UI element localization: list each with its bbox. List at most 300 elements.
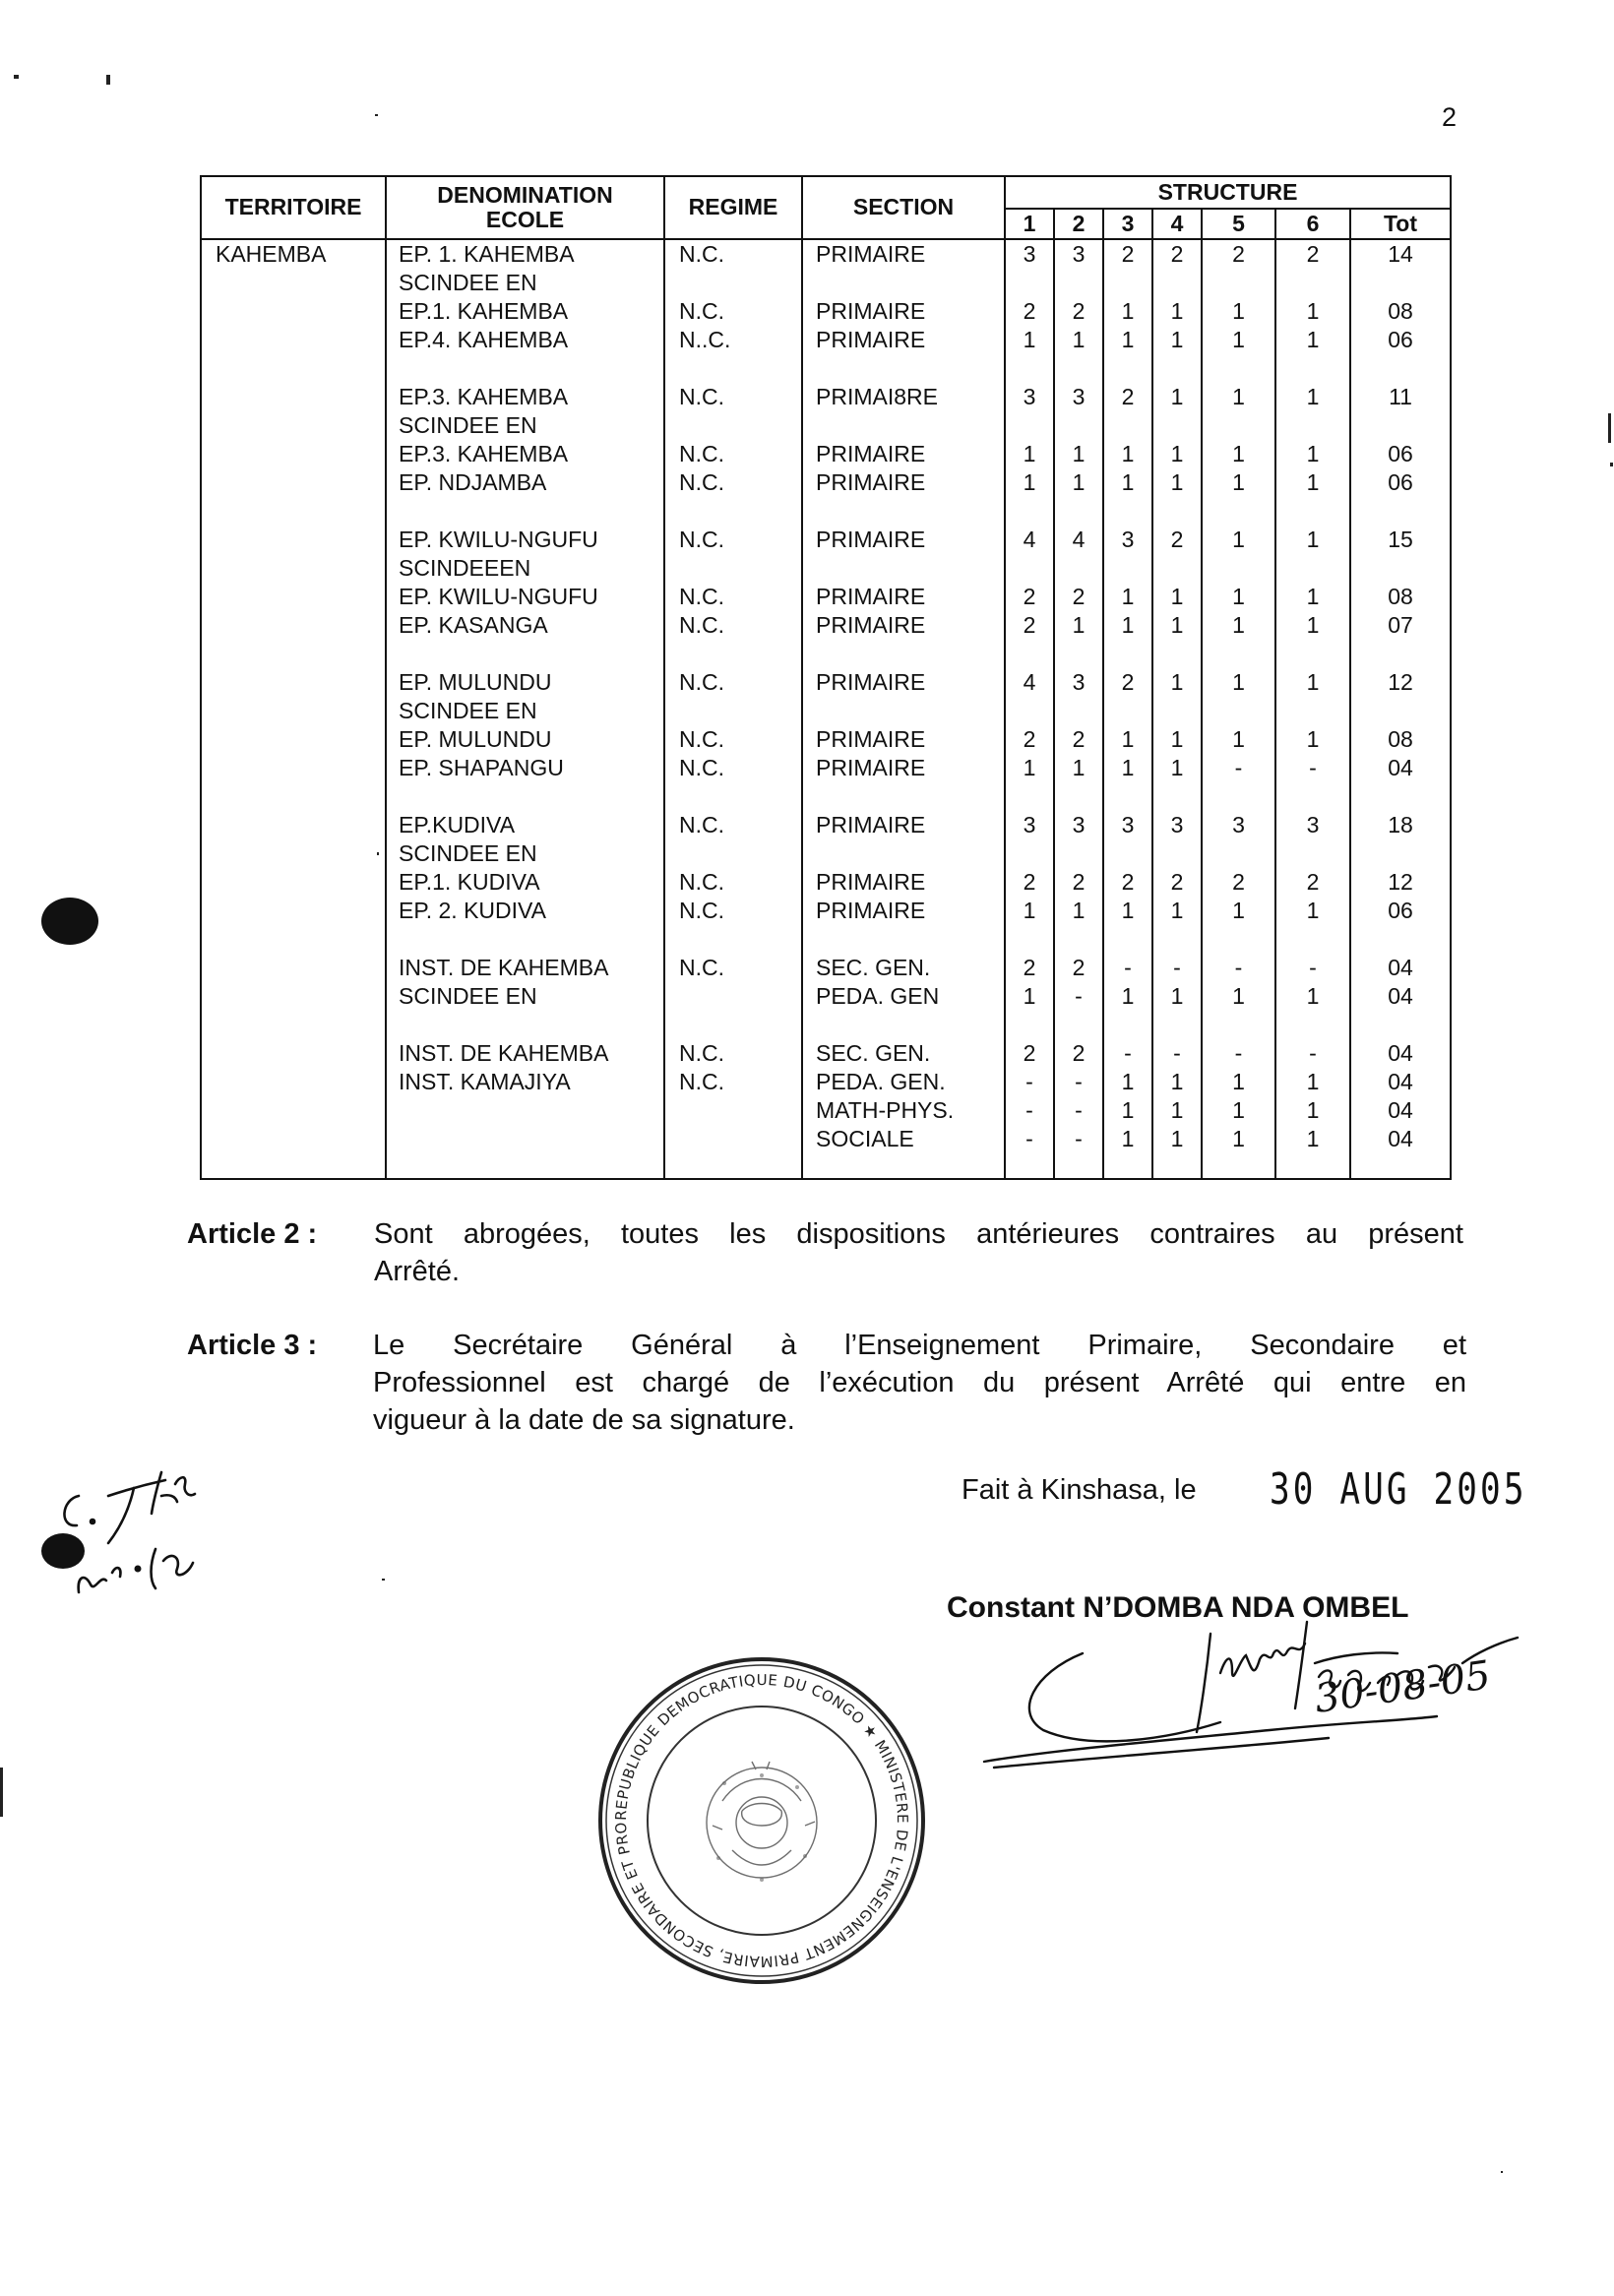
cell-v6	[1276, 269, 1349, 297]
cell-tot: 07	[1388, 612, 1413, 638]
row-spacer	[1153, 782, 1201, 811]
cell-name: EP.3. KAHEMBA	[399, 384, 569, 409]
cell-tot	[1351, 554, 1450, 583]
cell-tot: 04	[1388, 955, 1413, 980]
cell-section: PRIMAIRE	[816, 298, 926, 324]
cell-v1: 2	[1023, 298, 1036, 324]
cell-v4: 2	[1170, 527, 1184, 552]
cell-regime	[665, 1125, 801, 1153]
row-spacer	[387, 640, 663, 668]
row-spacer	[803, 640, 1004, 668]
school-structure-table	[200, 175, 1450, 1176]
cell-v2: 2	[1072, 869, 1086, 895]
cell-v4: 1	[1170, 1069, 1184, 1094]
row-spacer	[1006, 925, 1053, 954]
cell-v4: 1	[1170, 469, 1184, 495]
cell-tot: 06	[1388, 898, 1413, 923]
cell-v3: 1	[1121, 584, 1135, 609]
row-spacer	[1104, 1011, 1151, 1039]
cell-tot	[1351, 411, 1450, 440]
cell-v3: 2	[1121, 669, 1135, 695]
cell-v3: 3	[1121, 812, 1135, 838]
row-spacer	[1203, 925, 1274, 954]
cell-tot: 04	[1388, 1097, 1413, 1123]
row-spacer	[1351, 354, 1450, 383]
cell-tot: 06	[1388, 469, 1413, 495]
cell-tot: 04	[1388, 755, 1413, 780]
cell-regime	[665, 697, 801, 725]
cell-v2: 1	[1072, 441, 1086, 466]
cell-section: PRIMAIRE	[816, 898, 926, 923]
cell-v2: 3	[1072, 812, 1086, 838]
cell-v1: 2	[1023, 869, 1036, 895]
cell-v2	[1055, 839, 1102, 868]
row-spacer	[1203, 354, 1274, 383]
cell-v6: 1	[1306, 1097, 1320, 1123]
cell-section: PRIMAIRE	[816, 612, 926, 638]
cell-v1	[1006, 697, 1053, 725]
cell-v6: 1	[1306, 584, 1320, 609]
cell-v4: -	[1173, 1040, 1181, 1066]
cell-v4: 1	[1170, 327, 1184, 352]
cell-regime: N.C.	[679, 869, 724, 895]
cell-v2: 1	[1072, 898, 1086, 923]
cell-v3	[1104, 411, 1151, 440]
row-spacer	[387, 354, 663, 383]
cell-section: PRIMAIRE	[816, 327, 926, 352]
cell-v5: 1	[1232, 441, 1245, 466]
cell-name	[387, 1096, 663, 1125]
cell-v3: 1	[1121, 983, 1135, 1009]
row-spacer	[803, 497, 1004, 526]
cell-v2: 1	[1072, 755, 1086, 780]
cell-v1	[1006, 269, 1053, 297]
cell-v4: 1	[1170, 584, 1184, 609]
header-level-3: 3	[1103, 209, 1152, 239]
cell-tot: 14	[1388, 241, 1413, 267]
cell-regime: N.C.	[679, 612, 724, 638]
header-structure: STRUCTURE	[1005, 176, 1451, 209]
row-spacer	[1351, 782, 1450, 811]
cell-v1: 2	[1023, 955, 1036, 980]
cell-v4: -	[1173, 955, 1181, 980]
cell-v2: 2	[1072, 955, 1086, 980]
cell-v2: 1	[1072, 327, 1086, 352]
seal-text: REPUBLIQUE DEMOCRATIQUE DU CONGO ★ MINISTERE DE L'ENSEIGNEMENT PRIMAIRE, SECONDAIRE ET PROFESSIONNEL	[588, 1640, 912, 1971]
row-spacer	[1055, 925, 1102, 954]
row-spacer	[1055, 1011, 1102, 1039]
cell-v2	[1055, 411, 1102, 440]
row-spacer	[1203, 1011, 1274, 1039]
cell-v4: 1	[1170, 669, 1184, 695]
cell-v3: -	[1124, 1040, 1132, 1066]
cell-v1: 2	[1023, 726, 1036, 752]
cell-section	[803, 697, 1004, 725]
cell-v5: -	[1234, 1040, 1243, 1066]
cell-regime	[665, 554, 801, 583]
header-level-4: 4	[1152, 209, 1202, 239]
header-denomination: DENOMINATION ECOLE	[386, 176, 664, 239]
cell-v5: 1	[1232, 384, 1245, 409]
cell-v6: 1	[1306, 612, 1320, 638]
cell-v1: 1	[1023, 327, 1036, 352]
cell-regime: N.C.	[679, 469, 724, 495]
article-2-line: Sont abrogées, toutes les dispositions antérieures contraires au présent	[374, 1218, 1463, 1250]
cell-v5: 2	[1232, 869, 1245, 895]
row-spacer	[1153, 925, 1201, 954]
cell-v3: 2	[1121, 869, 1135, 895]
cell-v3: 1	[1121, 1097, 1135, 1123]
row-spacer	[1203, 497, 1274, 526]
cell-name: INST. DE KAHEMBA	[399, 955, 609, 980]
cell-v6	[1276, 554, 1349, 583]
cell-v3: -	[1124, 955, 1132, 980]
cell-v3: 3	[1121, 527, 1135, 552]
cell-v1: 2	[1023, 584, 1036, 609]
cell-v6: -	[1309, 755, 1317, 780]
cell-v1: 2	[1023, 1040, 1036, 1066]
cell-section: PRIMAIRE	[816, 669, 926, 695]
header-level-6: 6	[1275, 209, 1350, 239]
row-spacer	[1153, 354, 1201, 383]
row-spacer	[1153, 640, 1201, 668]
cell-tot: 04	[1388, 1040, 1413, 1066]
row-spacer	[387, 925, 663, 954]
cell-v4: 1	[1170, 612, 1184, 638]
cell-v2: 2	[1072, 1040, 1086, 1066]
cell-v2: -	[1075, 1069, 1083, 1094]
cell-v5: 1	[1232, 669, 1245, 695]
cell-section: PRIMAIRE	[816, 241, 926, 267]
cell-v2: 3	[1072, 384, 1086, 409]
cell-tot: 04	[1388, 983, 1413, 1009]
cell-v6: 1	[1306, 441, 1320, 466]
cell-v6: -	[1309, 1040, 1317, 1066]
cell-v5: 2	[1232, 241, 1245, 267]
cell-section: PRIMAIRE	[816, 469, 926, 495]
cell-name: EP. KWILU-NGUFU	[399, 584, 598, 609]
cell-v2	[1055, 269, 1102, 297]
cell-v6: 1	[1306, 983, 1320, 1009]
cell-v6: 1	[1306, 898, 1320, 923]
cell-v5: 1	[1232, 584, 1245, 609]
cell-tot: 11	[1389, 384, 1412, 409]
cell-v4	[1153, 839, 1201, 868]
cell-name: EP. 1. KAHEMBA	[399, 241, 575, 267]
cell-section: PRIMAIRE	[816, 812, 926, 838]
cell-v6	[1276, 697, 1349, 725]
row-spacer	[665, 640, 801, 668]
cell-regime	[665, 982, 801, 1011]
cell-v6: 2	[1306, 869, 1320, 895]
row-spacer	[803, 1011, 1004, 1039]
cell-name: EP.1. KAHEMBA	[399, 298, 569, 324]
row-spacer	[1055, 354, 1102, 383]
cell-section: PRIMAI8RE	[816, 384, 938, 409]
cell-regime: N.C.	[679, 441, 724, 466]
cell-name: EP. MULUNDU	[399, 726, 552, 752]
row-spacer	[1276, 497, 1349, 526]
cell-v2: 2	[1072, 726, 1086, 752]
article-2-text	[374, 1215, 1614, 1290]
cell-v4: 1	[1170, 983, 1184, 1009]
cell-section: SOCIALE	[816, 1126, 914, 1151]
cell-regime: N.C.	[679, 812, 724, 838]
cell-v3	[1104, 839, 1151, 868]
cell-section: PRIMAIRE	[816, 726, 926, 752]
cell-v1: 4	[1023, 527, 1036, 552]
cell-v6: 1	[1306, 527, 1320, 552]
cell-section: PRIMAIRE	[816, 441, 926, 466]
cell-v3: 2	[1121, 384, 1135, 409]
cell-section: SEC. GEN.	[816, 1040, 931, 1066]
cell-name: SCINDEE EN	[399, 840, 537, 866]
header-section: SECTION	[802, 176, 1005, 239]
row-spacer	[803, 925, 1004, 954]
cell-v5: 1	[1232, 612, 1245, 638]
cell-section	[803, 839, 1004, 868]
cell-v6: 1	[1306, 469, 1320, 495]
article-3-text	[373, 1327, 1614, 1439]
cell-v5	[1203, 269, 1274, 297]
page-number: 2	[1442, 102, 1458, 132]
cell-v6: 1	[1306, 298, 1320, 324]
row-spacer	[665, 497, 801, 526]
cell-regime: N.C.	[679, 726, 724, 752]
cell-v3: 1	[1121, 726, 1135, 752]
row-spacer	[1153, 1011, 1201, 1039]
cell-v1	[1006, 839, 1053, 868]
cell-v5	[1203, 697, 1274, 725]
cell-regime: N.C.	[679, 241, 724, 267]
cell-name: EP.4. KAHEMBA	[399, 327, 569, 352]
cell-v5: 1	[1232, 1126, 1245, 1151]
row-spacer	[1104, 354, 1151, 383]
row-spacer	[387, 497, 663, 526]
cell-v5: 1	[1232, 527, 1245, 552]
cell-section: PEDA. GEN	[816, 983, 940, 1009]
cell-v1: -	[1025, 1097, 1033, 1123]
row-spacer	[1276, 354, 1349, 383]
cell-v1: -	[1025, 1069, 1033, 1094]
header-level-5: 5	[1202, 209, 1275, 239]
cell-v4	[1153, 697, 1201, 725]
cell-tot: 06	[1388, 327, 1413, 352]
cell-v1: 3	[1023, 241, 1036, 267]
cell-regime: N.C.	[679, 669, 724, 695]
cell-v3: 1	[1121, 469, 1135, 495]
cell-name: EP.1. KUDIVA	[399, 869, 540, 895]
cell-v5: 1	[1232, 1097, 1245, 1123]
header-regime: REGIME	[664, 176, 802, 239]
cell-v4: 1	[1170, 898, 1184, 923]
cell-name: EP. NDJAMBA	[399, 469, 547, 495]
cell-v4: 2	[1170, 241, 1184, 267]
row-spacer	[1006, 497, 1053, 526]
cell-regime: N.C.	[679, 1040, 724, 1066]
cell-name: EP.3. KAHEMBA	[399, 441, 569, 466]
header-territoire: TERRITOIRE	[201, 176, 386, 239]
cell-name	[387, 1125, 663, 1153]
row-spacer	[1276, 782, 1349, 811]
cell-v3: 1	[1121, 441, 1135, 466]
cell-v3	[1104, 697, 1151, 725]
article-3-line: Le Secrétaire Général à l’Enseignement Primaire, Secondaire et	[373, 1330, 1466, 1361]
row-spacer	[1104, 640, 1151, 668]
cell-name: INST. KAMAJIYA	[399, 1069, 571, 1094]
row-spacer	[1276, 640, 1349, 668]
cell-section: SEC. GEN.	[816, 955, 931, 980]
row-spacer	[1055, 497, 1102, 526]
cell-name: EP. KASANGA	[399, 612, 548, 638]
cell-v6	[1276, 839, 1349, 868]
cell-regime	[665, 1096, 801, 1125]
cell-regime: N.C.	[679, 527, 724, 552]
row-spacer	[1351, 497, 1450, 526]
row-spacer	[665, 354, 801, 383]
handwritten-date-text: 30-08-05	[1311, 1652, 1494, 1722]
row-spacer	[1006, 640, 1053, 668]
cell-name: EP. MULUNDU	[399, 669, 552, 695]
cell-v2	[1055, 697, 1102, 725]
cell-v1: 2	[1023, 612, 1036, 638]
cell-v2: 2	[1072, 298, 1086, 324]
cell-v2: 1	[1072, 612, 1086, 638]
header-level-2: 2	[1054, 209, 1103, 239]
official-seal	[588, 1640, 929, 1988]
article-2-label: Article 2 :	[187, 1218, 318, 1250]
handwritten-date	[1311, 1652, 1514, 1732]
signatory-name: Constant N’DOMBA NDA OMBEL	[947, 1591, 1409, 1624]
cell-section	[803, 411, 1004, 440]
cell-v2: 3	[1072, 241, 1086, 267]
cell-v3	[1104, 269, 1151, 297]
cell-v5: 1	[1232, 327, 1245, 352]
row-spacer	[1104, 925, 1151, 954]
cell-section: PRIMAIRE	[816, 755, 926, 780]
cell-v1: -	[1025, 1126, 1033, 1151]
cell-v5: -	[1234, 955, 1243, 980]
cell-regime	[665, 411, 801, 440]
cell-name: SCINDEE EN	[399, 983, 537, 1009]
cell-tot: 04	[1388, 1126, 1413, 1151]
cell-v5	[1203, 554, 1274, 583]
territoire-cell: KAHEMBA	[216, 241, 327, 267]
cell-v2: 2	[1072, 584, 1086, 609]
cell-v4	[1153, 269, 1201, 297]
cell-section: PRIMAIRE	[816, 584, 926, 609]
cell-v4: 1	[1170, 384, 1184, 409]
cell-tot: 06	[1388, 441, 1413, 466]
row-spacer	[1104, 782, 1151, 811]
cell-v5	[1203, 839, 1274, 868]
row-spacer	[1006, 354, 1053, 383]
cell-v2: 4	[1072, 527, 1086, 552]
article-3-label: Article 3 :	[187, 1330, 318, 1361]
cell-v4: 1	[1170, 1097, 1184, 1123]
row-spacer	[1153, 497, 1201, 526]
cell-regime: N.C.	[679, 955, 724, 980]
cell-regime: N..C.	[679, 327, 731, 352]
cell-v5: -	[1234, 755, 1243, 780]
row-spacer	[1104, 497, 1151, 526]
cell-name: SCINDEE EN	[399, 270, 537, 295]
row-spacer	[1203, 640, 1274, 668]
cell-v3: 1	[1121, 898, 1135, 923]
cell-v1: 1	[1023, 469, 1036, 495]
row-spacer	[1351, 925, 1450, 954]
cell-v3	[1104, 554, 1151, 583]
cell-v1	[1006, 554, 1053, 583]
cell-v6: 1	[1306, 669, 1320, 695]
cell-tot: 12	[1388, 869, 1413, 895]
cell-section: PRIMAIRE	[816, 869, 926, 895]
cell-v4: 1	[1170, 755, 1184, 780]
cell-v1: 1	[1023, 441, 1036, 466]
row-spacer	[1055, 782, 1102, 811]
cell-v5	[1203, 411, 1274, 440]
cell-tot	[1351, 269, 1450, 297]
cell-regime: N.C.	[679, 584, 724, 609]
cell-v6: 1	[1306, 726, 1320, 752]
cell-v6: 1	[1306, 327, 1320, 352]
cell-v5: 1	[1232, 469, 1245, 495]
cell-v5: 1	[1232, 1069, 1245, 1094]
cell-name: EP.KUDIVA	[399, 812, 516, 838]
cell-v4: 1	[1170, 298, 1184, 324]
cell-section: MATH-PHYS.	[816, 1097, 955, 1123]
cell-v1: 1	[1023, 898, 1036, 923]
cell-regime	[665, 839, 801, 868]
cell-tot	[1351, 697, 1450, 725]
row-spacer	[1203, 782, 1274, 811]
place-date-label: Fait à Kinshasa, le	[962, 1474, 1197, 1506]
row-spacer	[1055, 640, 1102, 668]
cell-v4: 3	[1170, 812, 1184, 838]
cell-name: INST. DE KAHEMBA	[399, 1040, 609, 1066]
row-spacer	[1276, 1011, 1349, 1039]
row-spacer	[665, 925, 801, 954]
cell-v1: 3	[1023, 384, 1036, 409]
cell-section	[803, 554, 1004, 583]
cell-v4: 1	[1170, 726, 1184, 752]
row-spacer	[803, 354, 1004, 383]
cell-v3: 1	[1121, 298, 1135, 324]
cell-regime: N.C.	[679, 384, 724, 409]
cell-v3: 1	[1121, 755, 1135, 780]
cell-v5: 1	[1232, 898, 1245, 923]
cell-regime	[665, 269, 801, 297]
cell-tot: 08	[1388, 584, 1413, 609]
cell-v6: 1	[1306, 1126, 1320, 1151]
cell-name: SCINDEEEN	[399, 555, 531, 581]
cell-name: SCINDEE EN	[399, 412, 537, 438]
cell-section	[803, 269, 1004, 297]
cell-v6	[1276, 411, 1349, 440]
row-spacer	[1351, 640, 1450, 668]
cell-v5: 1	[1232, 298, 1245, 324]
ink-blot	[41, 898, 98, 945]
row-spacer	[665, 782, 801, 811]
stamped-date: 30 AUG 2005	[1270, 1464, 1527, 1515]
cell-v3: 2	[1121, 241, 1135, 267]
cell-v1: 4	[1023, 669, 1036, 695]
cell-v3: 1	[1121, 1069, 1135, 1094]
row-spacer	[1006, 782, 1053, 811]
row-spacer	[387, 782, 663, 811]
cell-v5: 1	[1232, 726, 1245, 752]
cell-v1	[1006, 411, 1053, 440]
